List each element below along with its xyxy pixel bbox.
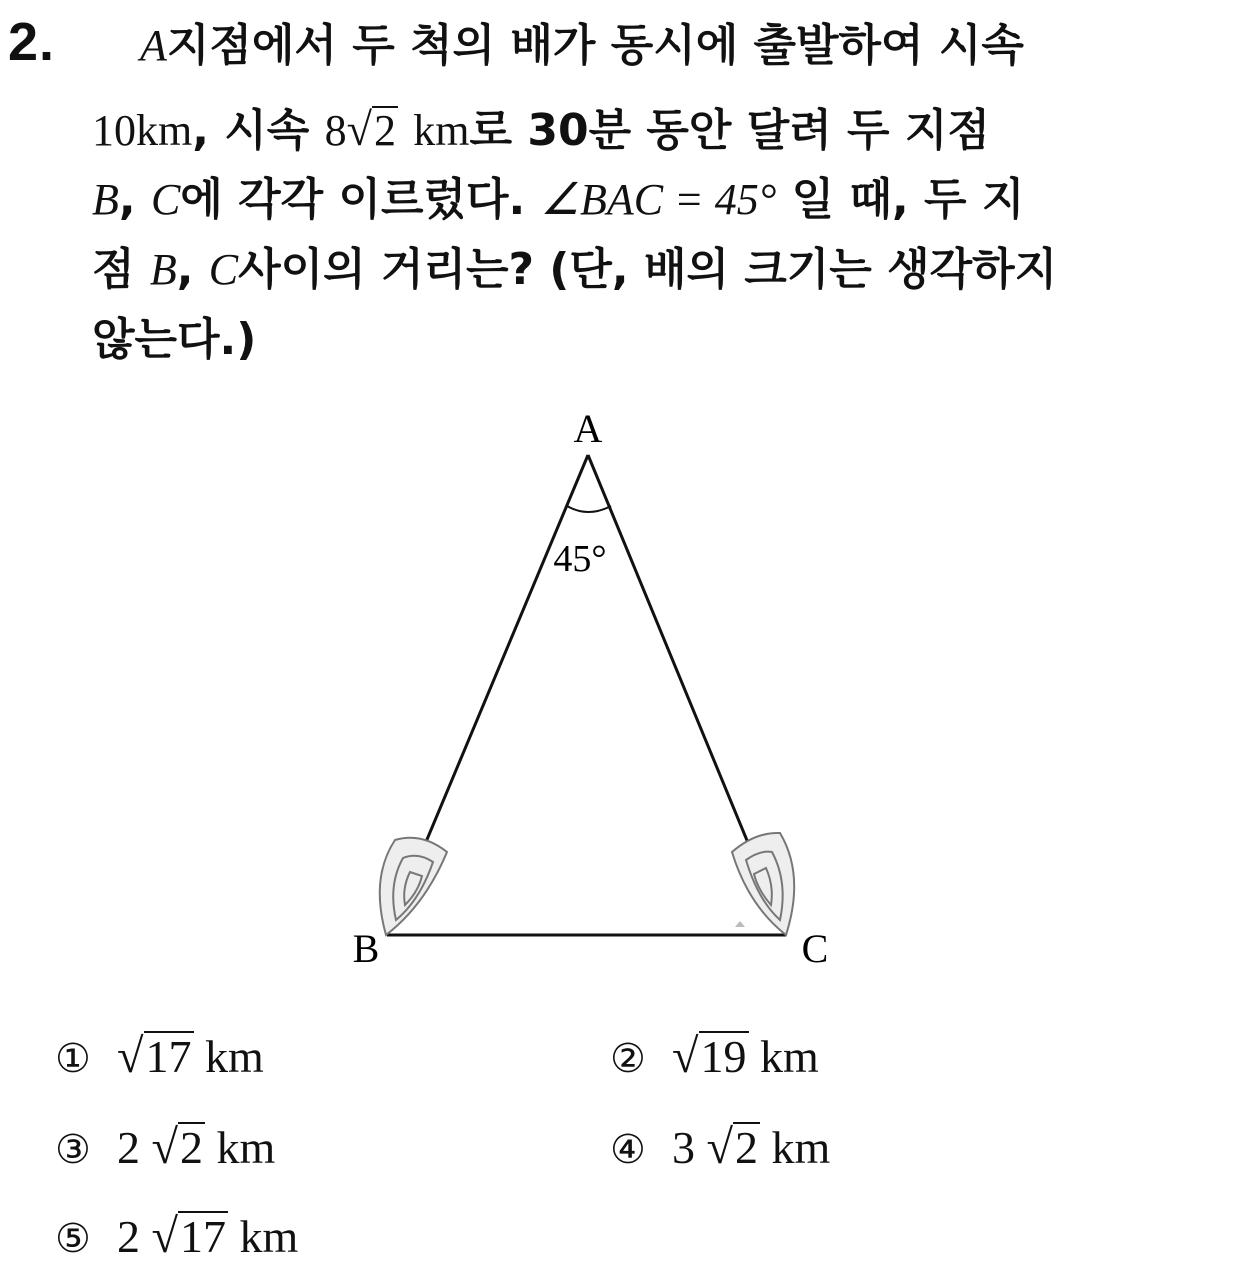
boat-icon-b [380,838,447,935]
line4-text-b: 사이의 거리는? (단, 배의 크기는 생각하지 [238,244,1058,295]
line2-separator: , [192,105,225,156]
triangle-figure [330,400,850,980]
question-line-5 [92,312,256,368]
sqrt-radicand: 2 [735,1122,759,1173]
angle-arc-a [567,506,611,512]
sqrt-expression: √2 [346,104,396,155]
question-line-3 [92,172,1024,228]
sqrt-radicand: 17 [145,1031,192,1082]
choice-mark: ⑤ [55,1216,91,1261]
line3-text-a: 에 각각 이르렀다. [180,174,541,225]
sqrt-radicand: 2 [373,106,396,155]
choice-coefficient: 3 [672,1122,695,1173]
vertex-label-c: C [801,926,829,971]
variable-b-2: B [149,245,177,294]
choice-mark: ④ [610,1127,646,1172]
choice-mark: ① [55,1036,91,1081]
choice-2[interactable] [610,1027,819,1089]
angle-expression: ∠BAC = 45° [540,175,777,224]
sqrt-radicand: 19 [700,1031,747,1082]
choice-mark: ③ [55,1127,91,1172]
sqrt-expression: √19 [672,1030,747,1083]
variable-c: C [150,175,181,224]
variable-a: A [140,21,167,70]
sqrt-expression: √2 [151,1121,204,1174]
choice-unit: km [771,1122,831,1173]
variable-c-2: C [208,245,239,294]
vertex-label-b: B [352,926,380,971]
vertex-label-a: A [573,406,603,451]
choice-unit: km [216,1122,276,1173]
speed-unit-1: km [136,106,193,155]
choice-unit: km [239,1211,299,1262]
line3-text-b: 일 때, 두 지 [776,174,1025,225]
speck-mark [735,921,745,927]
choice-3[interactable] [55,1118,275,1180]
question-line-1 [140,18,1024,74]
choice-1[interactable] [55,1027,264,1089]
line1-text: 지점에서 두 척의 배가 동시에 출발하여 시속 [166,20,1024,71]
sqrt-expression: √2 [706,1121,759,1174]
sqrt-radicand: 17 [180,1211,227,1262]
line4-comma: , [176,244,209,295]
choice-coefficient: 2 [117,1211,140,1262]
choice-mark: ② [610,1036,646,1081]
sqrt-expression: √17 [151,1210,227,1263]
question-line-4 [92,242,1057,298]
line2-text-b: 로 30분 동안 달려 두 지점 [469,105,990,156]
line2-text-a: 시속 [224,105,325,156]
choice-4[interactable] [610,1118,830,1180]
line4-text-a: 점 [92,244,150,295]
question-line-2 [92,102,990,159]
line3-comma: , [118,174,151,225]
choice-unit: km [205,1031,264,1082]
line5-text: 않는다.) [92,314,257,365]
speed-coefficient-2: 8 [324,106,347,155]
choice-5[interactable] [55,1207,298,1269]
angle-label: 45° [553,538,607,580]
speed-value-1: 10 [92,106,136,155]
choice-coefficient: 2 [117,1122,140,1173]
variable-b: B [92,175,119,224]
choice-unit: km [760,1031,819,1082]
question-number: 2. [8,12,56,72]
sqrt-expression: √17 [117,1030,192,1083]
boat-icon-c [732,833,794,935]
speed-unit-2: km [413,106,470,155]
sqrt-radicand: 2 [180,1122,204,1173]
